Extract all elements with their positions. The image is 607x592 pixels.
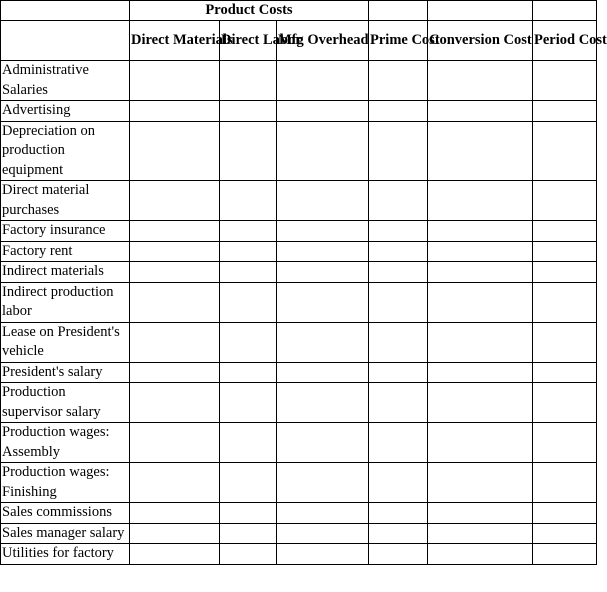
table-row — [1, 101, 597, 122]
table-row — [1, 121, 597, 181]
answer-cell-period[interactable] — [533, 262, 597, 283]
table-row — [1, 463, 597, 503]
answer-cell-dm[interactable] — [130, 282, 220, 322]
answer-cell-dl[interactable] — [220, 262, 277, 283]
cost-item-label: Indirect materials — [1, 262, 130, 283]
answer-cell-dm[interactable] — [130, 383, 220, 423]
cost-item-label: Factory rent — [1, 241, 130, 262]
answer-cell-prime[interactable] — [369, 544, 428, 565]
cost-item-label: Depreciation on production equipment — [1, 121, 130, 181]
answer-cell-prime[interactable] — [369, 383, 428, 423]
answer-cell-dl[interactable] — [220, 523, 277, 544]
answer-cell-prime[interactable] — [369, 523, 428, 544]
answer-cell-dl[interactable] — [220, 423, 277, 463]
answer-cell-mo[interactable] — [277, 544, 369, 565]
answer-cell-dm[interactable] — [130, 463, 220, 503]
answer-cell-mo[interactable] — [277, 221, 369, 242]
table-row — [1, 322, 597, 362]
answer-cell-dl[interactable] — [220, 463, 277, 503]
cost-item-label: Production wages: Finishing — [1, 463, 130, 503]
column-header-label: Direct Labor — [221, 31, 302, 48]
answer-cell-conv[interactable] — [428, 101, 533, 122]
answer-cell-prime[interactable] — [369, 322, 428, 362]
answer-cell-dl[interactable] — [220, 101, 277, 122]
cost-item-label: Indirect production labor — [1, 282, 130, 322]
answer-cell-prime[interactable] — [369, 121, 428, 181]
answer-cell-period[interactable] — [533, 523, 597, 544]
answer-cell-dm[interactable] — [130, 181, 220, 221]
column-header-direct-labor — [220, 21, 302, 61]
answer-cell-prime[interactable] — [369, 241, 428, 262]
answer-cell-prime[interactable] — [369, 181, 428, 221]
answer-cell-dl[interactable] — [220, 544, 277, 565]
answer-cell-dl[interactable] — [220, 503, 277, 524]
answer-cell-period[interactable] — [533, 282, 597, 322]
answer-cell-dm[interactable] — [130, 262, 220, 283]
answer-cell-period[interactable] — [533, 463, 597, 503]
answer-cell-conv[interactable] — [428, 503, 533, 524]
cost-item-label: Administrative Salaries — [1, 61, 130, 101]
answer-cell-mo[interactable] — [277, 181, 369, 221]
answer-cell-mo[interactable] — [277, 101, 369, 122]
answer-cell-mo[interactable] — [277, 383, 369, 423]
header-blank-period — [533, 1, 597, 21]
cost-item-label: President's salary — [1, 362, 130, 383]
answer-cell-prime[interactable] — [369, 262, 428, 283]
header-blank-conversion — [428, 1, 533, 21]
answer-cell-dm[interactable] — [130, 121, 220, 181]
answer-cell-mo[interactable] — [277, 423, 369, 463]
answer-cell-conv[interactable] — [428, 362, 533, 383]
column-header-mfg-overhead — [277, 21, 369, 61]
answer-cell-conv[interactable] — [428, 322, 533, 362]
answer-cell-period[interactable] — [533, 423, 597, 463]
answer-cell-mo[interactable] — [277, 121, 369, 181]
answer-cell-period[interactable] — [533, 383, 597, 423]
answer-cell-dl[interactable] — [220, 241, 277, 262]
table-row — [1, 241, 597, 262]
answer-cell-mo[interactable] — [277, 61, 369, 101]
answer-cell-prime[interactable] — [369, 463, 428, 503]
table-row — [1, 181, 597, 221]
column-header-label: Mfg Overhead — [278, 31, 369, 48]
cost-item-label: Production wages: Assembly — [1, 423, 130, 463]
cost-item-label: Sales commissions — [1, 503, 130, 524]
table-row — [1, 362, 597, 383]
column-header-prime-cost — [369, 21, 440, 61]
answer-cell-period[interactable] — [533, 101, 597, 122]
answer-cell-dl[interactable] — [220, 362, 277, 383]
answer-cell-period[interactable] — [533, 362, 597, 383]
answer-cell-conv[interactable] — [428, 121, 533, 181]
answer-cell-conv[interactable] — [428, 262, 533, 283]
cost-item-label: Utilities for factory — [1, 544, 130, 565]
answer-cell-dl[interactable] — [220, 383, 277, 423]
answer-cell-mo[interactable] — [277, 523, 369, 544]
answer-cell-dl[interactable] — [220, 221, 277, 242]
answer-cell-dl[interactable] — [220, 322, 277, 362]
column-header-label: Period Cost — [534, 31, 607, 48]
answer-cell-dm[interactable] — [130, 544, 220, 565]
table-row — [1, 544, 597, 565]
column-header-conversion-cost — [428, 21, 533, 61]
answer-cell-period[interactable] — [533, 221, 597, 242]
answer-cell-mo[interactable] — [277, 241, 369, 262]
answer-cell-prime[interactable] — [369, 503, 428, 524]
answer-cell-mo[interactable] — [277, 362, 369, 383]
answer-cell-conv[interactable] — [428, 282, 533, 322]
answer-cell-period[interactable] — [533, 181, 597, 221]
answer-cell-period[interactable] — [533, 544, 597, 565]
table-row — [1, 423, 597, 463]
answer-cell-mo[interactable] — [277, 322, 369, 362]
table-row — [1, 61, 597, 101]
cost-item-label: Direct material purchases — [1, 181, 130, 221]
answer-cell-conv[interactable] — [428, 463, 533, 503]
answer-cell-conv[interactable] — [428, 523, 533, 544]
answer-cell-dl[interactable] — [220, 282, 277, 322]
table-row — [1, 503, 597, 524]
answer-cell-conv[interactable] — [428, 544, 533, 565]
table-row — [1, 282, 597, 322]
answer-cell-conv[interactable] — [428, 61, 533, 101]
answer-cell-conv[interactable] — [428, 241, 533, 262]
answer-cell-conv[interactable] — [428, 383, 533, 423]
answer-cell-period[interactable] — [533, 61, 597, 101]
table-row — [1, 523, 597, 544]
cost-item-label: Factory insurance — [1, 221, 130, 242]
header-blank-prime — [369, 1, 428, 21]
corner-cell — [1, 1, 130, 21]
cost-item-label: Lease on President's vehicle — [1, 322, 130, 362]
column-header-period-cost — [533, 21, 607, 61]
answer-cell-dl[interactable] — [220, 61, 277, 101]
answer-cell-dm[interactable] — [130, 61, 220, 101]
answer-cell-dl[interactable] — [220, 121, 277, 181]
product-costs-group-header: Product Costs — [130, 1, 369, 21]
row-label-header — [1, 21, 130, 61]
column-header-direct-materials — [130, 21, 233, 61]
answer-cell-dl[interactable] — [220, 181, 277, 221]
column-header-label: Conversion Cost — [429, 31, 532, 48]
answer-cell-period[interactable] — [533, 322, 597, 362]
answer-cell-dm[interactable] — [130, 241, 220, 262]
answer-cell-period[interactable] — [533, 241, 597, 262]
answer-cell-dm[interactable] — [130, 523, 220, 544]
answer-cell-conv[interactable] — [428, 221, 533, 242]
answer-cell-mo[interactable] — [277, 463, 369, 503]
answer-cell-dm[interactable] — [130, 322, 220, 362]
answer-cell-prime[interactable] — [369, 362, 428, 383]
answer-cell-conv[interactable] — [428, 423, 533, 463]
cost-item-label: Sales manager salary — [1, 523, 130, 544]
answer-cell-period[interactable] — [533, 503, 597, 524]
answer-cell-prime[interactable] — [369, 101, 428, 122]
column-header-label: Prime Cost — [370, 31, 440, 48]
table-body — [1, 61, 597, 565]
answer-cell-prime[interactable] — [369, 423, 428, 463]
answer-cell-conv[interactable] — [428, 181, 533, 221]
answer-cell-dm[interactable] — [130, 503, 220, 524]
answer-cell-dm[interactable] — [130, 423, 220, 463]
answer-cell-mo[interactable] — [277, 262, 369, 283]
table-row — [1, 262, 597, 283]
cost-item-label: Advertising — [1, 101, 130, 122]
answer-cell-prime[interactable] — [369, 61, 428, 101]
answer-cell-dm[interactable] — [130, 221, 220, 242]
answer-cell-mo[interactable] — [277, 503, 369, 524]
answer-cell-mo[interactable] — [277, 282, 369, 322]
table-row — [1, 221, 597, 242]
answer-cell-dm[interactable] — [130, 362, 220, 383]
answer-cell-dm[interactable] — [130, 101, 220, 122]
table-row — [1, 383, 597, 423]
answer-cell-prime[interactable] — [369, 221, 428, 242]
answer-cell-period[interactable] — [533, 121, 597, 181]
cost-item-label: Production supervisor salary — [1, 383, 130, 423]
column-header-label: Direct Materials — [131, 31, 233, 48]
answer-cell-prime[interactable] — [369, 282, 428, 322]
